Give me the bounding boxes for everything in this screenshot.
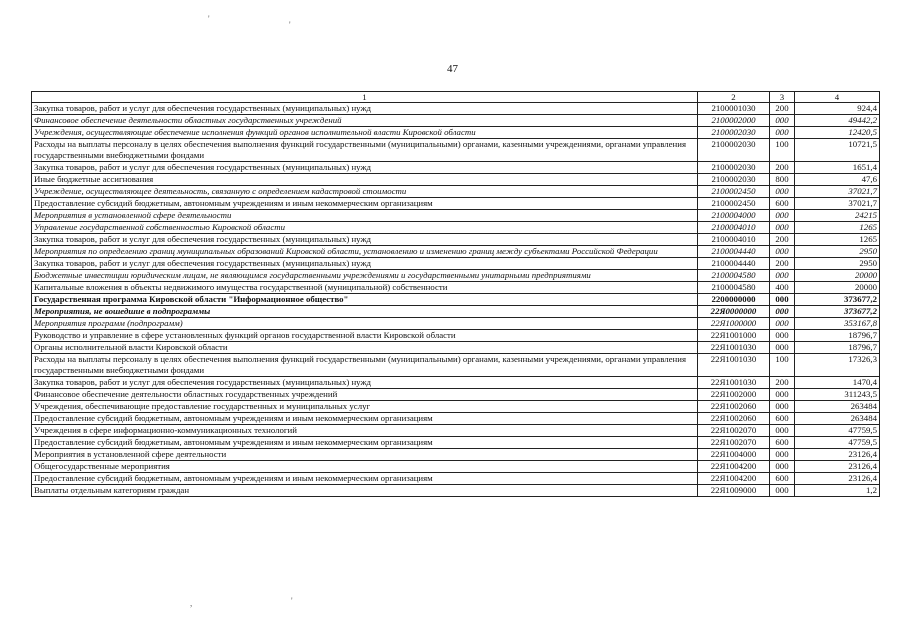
row-code-cell: 2100004440 — [698, 246, 770, 258]
scan-artifact: ' — [289, 20, 291, 30]
table-row — [32, 270, 880, 282]
row-type-cell: 100 — [770, 354, 795, 377]
row-name-cell: Руководство и управление в сфере установленных функций органов государственной власти Кировской области — [32, 330, 698, 342]
row-code-cell: 22Я1002060 — [698, 413, 770, 425]
row-type-cell: 000 — [770, 186, 795, 198]
table-header-row — [32, 92, 880, 103]
row-amount-cell: 23126,4 — [795, 473, 880, 485]
row-name-cell: Расходы на выплаты персоналу в целях обеспечения выполнения функций государственными (муниципальными) органами, казенными учреждениями, органами управления государственными внебюджетными фондами — [32, 139, 698, 162]
row-name-cell: Выплаты отдельным категориям граждан — [32, 485, 698, 497]
column-header-amount: 4 — [795, 92, 880, 103]
row-amount-cell: 20000 — [795, 270, 880, 282]
row-type-cell: 400 — [770, 282, 795, 294]
table-row — [32, 354, 880, 377]
table-row — [32, 258, 880, 270]
row-code-cell: 2100004440 — [698, 258, 770, 270]
scan-artifact: ' — [208, 14, 210, 24]
table-row — [32, 115, 880, 127]
row-type-cell: 000 — [770, 330, 795, 342]
row-amount-cell: 263484 — [795, 401, 880, 413]
column-header-code: 2 — [698, 92, 770, 103]
row-type-cell: 200 — [770, 377, 795, 389]
row-name-cell: Учреждения, обеспечивающие предоставление государственных и муниципальных услуг — [32, 401, 698, 413]
row-name-cell: Закупка товаров, работ и услуг для обеспечения государственных (муниципальных) нужд — [32, 162, 698, 174]
row-amount-cell: 18796,7 — [795, 330, 880, 342]
table-row — [32, 473, 880, 485]
row-name-cell: Мероприятия программ (подпрограмм) — [32, 318, 698, 330]
row-name-cell: Мероприятия, не вошедшие в подпрограммы — [32, 306, 698, 318]
row-code-cell: 2100004010 — [698, 222, 770, 234]
scan-artifact: , — [190, 598, 193, 608]
row-code-cell: 2100002450 — [698, 198, 770, 210]
table-row — [32, 401, 880, 413]
row-type-cell: 600 — [770, 473, 795, 485]
row-amount-cell: 23126,4 — [795, 449, 880, 461]
row-type-cell: 000 — [770, 270, 795, 282]
row-name-cell: Органы исполнительной власти Кировской области — [32, 342, 698, 354]
budget-table — [31, 91, 880, 497]
row-type-cell: 200 — [770, 234, 795, 246]
row-amount-cell: 2950 — [795, 246, 880, 258]
row-code-cell: 22Я1002060 — [698, 401, 770, 413]
table-row — [32, 389, 880, 401]
table-row — [32, 377, 880, 389]
row-code-cell: 22Я0000000 — [698, 306, 770, 318]
row-code-cell: 2100001030 — [698, 103, 770, 115]
row-code-cell: 2100004580 — [698, 282, 770, 294]
row-name-cell: Мероприятия в установленной сфере деятельности — [32, 210, 698, 222]
row-code-cell: 22Я1001000 — [698, 330, 770, 342]
row-code-cell: 22Я1000000 — [698, 318, 770, 330]
table-row — [32, 246, 880, 258]
row-amount-cell: 47759,5 — [795, 425, 880, 437]
row-amount-cell: 37021,7 — [795, 186, 880, 198]
row-code-cell: 2100004010 — [698, 234, 770, 246]
row-code-cell: 2100002030 — [698, 162, 770, 174]
row-amount-cell: 373677,2 — [795, 294, 880, 306]
page-number: 47 — [447, 63, 458, 75]
table-row — [32, 318, 880, 330]
table-row — [32, 222, 880, 234]
column-header-type: 3 — [770, 92, 795, 103]
row-name-cell: Предоставление субсидий бюджетным, автономным учреждениям и иным некоммерческим организациям — [32, 437, 698, 449]
row-type-cell: 000 — [770, 389, 795, 401]
table-row — [32, 103, 880, 115]
row-amount-cell: 263484 — [795, 413, 880, 425]
table-row — [32, 461, 880, 473]
table-row — [32, 198, 880, 210]
row-name-cell: Предоставление субсидий бюджетным, автономным учреждениям и иным некоммерческим организациям — [32, 473, 698, 485]
table-row — [32, 162, 880, 174]
table-row — [32, 413, 880, 425]
row-amount-cell: 49442,2 — [795, 115, 880, 127]
row-amount-cell: 1651,4 — [795, 162, 880, 174]
scan-artifact: ' — [291, 596, 293, 606]
row-type-cell: 000 — [770, 306, 795, 318]
row-name-cell: Закупка товаров, работ и услуг для обеспечения государственных (муниципальных) нужд — [32, 258, 698, 270]
row-amount-cell: 17326,3 — [795, 354, 880, 377]
row-code-cell: 2100002030 — [698, 139, 770, 162]
table-row — [32, 234, 880, 246]
row-type-cell: 000 — [770, 210, 795, 222]
table-row — [32, 186, 880, 198]
row-name-cell: Закупка товаров, работ и услуг для обеспечения государственных (муниципальных) нужд — [32, 234, 698, 246]
row-type-cell: 600 — [770, 198, 795, 210]
row-type-cell: 000 — [770, 449, 795, 461]
row-code-cell: 22Я1004200 — [698, 473, 770, 485]
row-type-cell: 000 — [770, 115, 795, 127]
row-type-cell: 100 — [770, 139, 795, 162]
row-amount-cell: 311243,5 — [795, 389, 880, 401]
row-code-cell: 2100004000 — [698, 210, 770, 222]
row-amount-cell: 37021,7 — [795, 198, 880, 210]
table-row — [32, 449, 880, 461]
row-code-cell: 22Я1004000 — [698, 449, 770, 461]
row-amount-cell: 353167,8 — [795, 318, 880, 330]
row-type-cell: 000 — [770, 127, 795, 139]
table-row — [32, 294, 880, 306]
row-name-cell: Мероприятия в установленной сфере деятельности — [32, 449, 698, 461]
row-amount-cell: 1265 — [795, 234, 880, 246]
table-row — [32, 174, 880, 186]
row-type-cell: 800 — [770, 174, 795, 186]
row-code-cell: 2100002030 — [698, 127, 770, 139]
row-name-cell: Бюджетные инвестиции юридическим лицам, не являющимся государственными учреждениями и государственными унитарными предприятиями — [32, 270, 698, 282]
row-code-cell: 22Я1001030 — [698, 354, 770, 377]
table-row — [32, 127, 880, 139]
table-row — [32, 282, 880, 294]
row-name-cell: Управление государственной собственностью Кировской области — [32, 222, 698, 234]
table-row — [32, 139, 880, 162]
table-row — [32, 425, 880, 437]
row-name-cell: Расходы на выплаты персоналу в целях обеспечения выполнения функций государственными (муниципальными) органами, казенными учреждениями, органами управления государственными внебюджетными фондами — [32, 354, 698, 377]
table-row — [32, 485, 880, 497]
row-amount-cell: 20000 — [795, 282, 880, 294]
row-name-cell: Государственная программа Кировской области "Информационное общество" — [32, 294, 698, 306]
row-name-cell: Предоставление субсидий бюджетным, автономным учреждениям и иным некоммерческим организациям — [32, 413, 698, 425]
row-name-cell: Закупка товаров, работ и услуг для обеспечения государственных (муниципальных) нужд — [32, 377, 698, 389]
row-code-cell: 2100004580 — [698, 270, 770, 282]
table-row — [32, 437, 880, 449]
table-body — [32, 103, 880, 497]
row-amount-cell: 10721,5 — [795, 139, 880, 162]
row-name-cell: Общегосударственные мероприятия — [32, 461, 698, 473]
row-type-cell: 000 — [770, 485, 795, 497]
row-name-cell: Учреждения, осуществляющие обеспечение исполнения функций органов исполнительной власти Кировской области — [32, 127, 698, 139]
row-code-cell: 22Я1002070 — [698, 425, 770, 437]
row-amount-cell: 1470,4 — [795, 377, 880, 389]
row-code-cell: 22Я1002000 — [698, 389, 770, 401]
row-name-cell: Капитальные вложения в объекты недвижимого имущества государственной (муниципальной) собственности — [32, 282, 698, 294]
row-name-cell: Иные бюджетные ассигнования — [32, 174, 698, 186]
row-code-cell: 22Я1004200 — [698, 461, 770, 473]
row-amount-cell: 24215 — [795, 210, 880, 222]
row-type-cell: 000 — [770, 425, 795, 437]
row-amount-cell: 373677,2 — [795, 306, 880, 318]
row-type-cell: 600 — [770, 437, 795, 449]
row-name-cell: Мероприятия по определению границ муниципальных образований Кировской области, установлению и изменению границ между субъектами Российской Федерации — [32, 246, 698, 258]
row-type-cell: 000 — [770, 246, 795, 258]
table-row — [32, 306, 880, 318]
row-code-cell: 22Я1001030 — [698, 377, 770, 389]
table-row — [32, 210, 880, 222]
row-name-cell: Предоставление субсидий бюджетным, автономным учреждениям и иным некоммерческим организациям — [32, 198, 698, 210]
row-code-cell: 22Я1009000 — [698, 485, 770, 497]
row-type-cell: 000 — [770, 401, 795, 413]
row-code-cell: 22Я1001030 — [698, 342, 770, 354]
row-type-cell: 600 — [770, 413, 795, 425]
row-amount-cell: 47,6 — [795, 174, 880, 186]
row-amount-cell: 2950 — [795, 258, 880, 270]
row-name-cell: Финансовое обеспечение деятельности областных государственных учреждений — [32, 389, 698, 401]
row-type-cell: 200 — [770, 258, 795, 270]
row-amount-cell: 1265 — [795, 222, 880, 234]
table-row — [32, 330, 880, 342]
row-code-cell: 2100002030 — [698, 174, 770, 186]
row-type-cell: 200 — [770, 103, 795, 115]
row-type-cell: 200 — [770, 162, 795, 174]
row-code-cell: 2100002450 — [698, 186, 770, 198]
row-name-cell: Учреждения в сфере информационно-коммуникационных технологий — [32, 425, 698, 437]
row-name-cell: Закупка товаров, работ и услуг для обеспечения государственных (муниципальных) нужд — [32, 103, 698, 115]
row-type-cell: 000 — [770, 294, 795, 306]
row-amount-cell: 12420,5 — [795, 127, 880, 139]
row-name-cell: Финансовое обеспечение деятельности областных государственных учреждений — [32, 115, 698, 127]
row-name-cell: Учреждение, осуществляющее деятельность, связанную с определением кадастровой стоимости — [32, 186, 698, 198]
row-code-cell: 2200000000 — [698, 294, 770, 306]
row-amount-cell: 23126,4 — [795, 461, 880, 473]
row-type-cell: 000 — [770, 222, 795, 234]
column-header-name: 1 — [32, 92, 698, 103]
row-type-cell: 000 — [770, 318, 795, 330]
table-row — [32, 342, 880, 354]
row-amount-cell: 47759,5 — [795, 437, 880, 449]
row-type-cell: 000 — [770, 342, 795, 354]
row-type-cell: 000 — [770, 461, 795, 473]
row-code-cell: 22Я1002070 — [698, 437, 770, 449]
row-code-cell: 2100002000 — [698, 115, 770, 127]
row-amount-cell: 924,4 — [795, 103, 880, 115]
row-amount-cell: 18796,7 — [795, 342, 880, 354]
row-amount-cell: 1,2 — [795, 485, 880, 497]
